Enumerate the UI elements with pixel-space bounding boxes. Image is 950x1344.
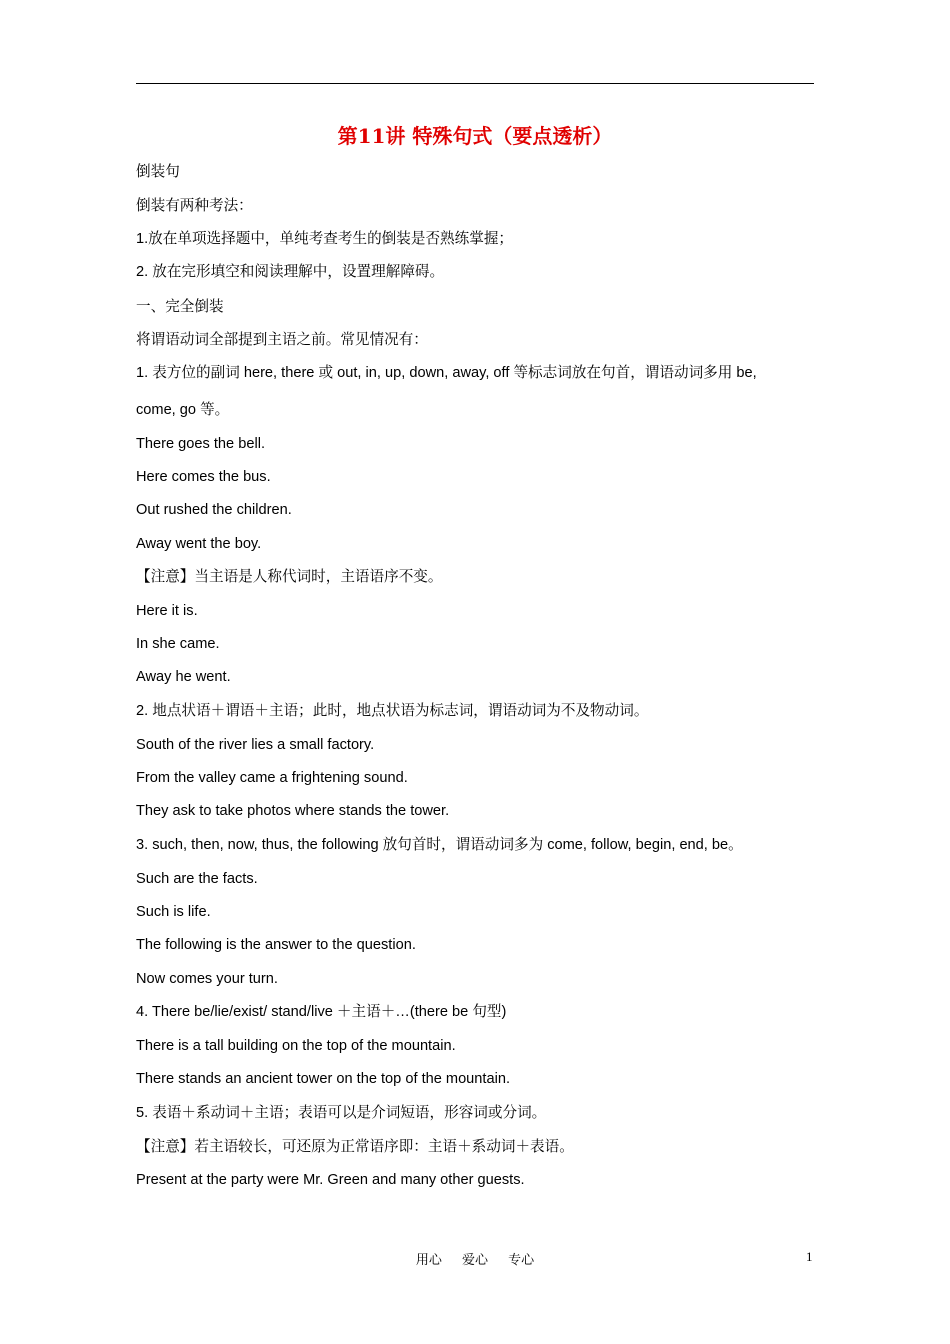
example-sentence: South of the river lies a small factory. — [136, 737, 375, 753]
paragraph: 将谓语动词全部提到主语之前。常见情况有： — [136, 332, 428, 348]
example-sentence: There stands an ancient tower on the top of the mountain. — [136, 1071, 511, 1087]
paragraph: 1. 表方位的副词 here, there 或 out, in, up, down, away, off 等标志词放在句首，谓语动词多用 be, — [136, 365, 757, 381]
example-sentence: Now comes your turn. — [136, 971, 278, 987]
paragraph: 2. 地点状语＋谓语＋主语；此时，地点状语为标志词，谓语动词为不及物动词。 — [136, 703, 649, 719]
example-sentence: They ask to take photos where stands the tower. — [136, 803, 450, 819]
example-sentence: Present at the party were Mr. Green and many other guests. — [136, 1172, 525, 1188]
section-heading: 一、完全倒装 — [136, 299, 224, 315]
paragraph: come, go 等。 — [136, 402, 230, 418]
example-sentence: Here it is. — [136, 603, 198, 619]
example-sentence: Such are the facts. — [136, 871, 258, 887]
example-sentence: Here comes the bus. — [136, 469, 271, 485]
example-sentence: The following is the answer to the question. — [136, 937, 416, 953]
page-number: 1 — [806, 1249, 813, 1264]
example-sentence: Such is life. — [136, 904, 211, 920]
note: 【注意】当主语是人称代词时，主语语序不变。 — [136, 569, 443, 585]
section-heading: 倒装句 — [136, 164, 180, 180]
paragraph: 1.放在单项选择题中，单纯考查考生的倒装是否熟练掌握； — [136, 231, 514, 247]
example-sentence: In she came. — [136, 636, 220, 652]
paragraph: 5. 表语＋系动词＋主语；表语可以是介词短语，形容词或分词。 — [136, 1105, 547, 1121]
paragraph: 2. 放在完形填空和阅读理解中，设置理解障碍。 — [136, 264, 445, 280]
paragraph: 3. such, then, now, thus, the following 放句首时，谓语动词多为 come, follow, begin, end, be。 — [136, 837, 743, 853]
example-sentence: There goes the bell. — [136, 436, 265, 452]
footer-word: 专心 — [508, 1253, 535, 1268]
example-sentence: Away went the boy. — [136, 536, 262, 552]
footer-word: 爱心 — [461, 1253, 488, 1268]
example-sentence: There is a tall building on the top of the mountain. — [136, 1038, 456, 1054]
paragraph: 4. There be/lie/exist/ stand/live ＋主语＋…(there be 句型) — [136, 1004, 507, 1020]
example-sentence: Out rushed the children. — [136, 502, 292, 518]
header-rule — [136, 83, 814, 84]
page-title: 第11讲 特殊句式（要点透析） — [337, 124, 613, 148]
paragraph: 倒装有两种考法： — [136, 198, 253, 214]
example-sentence: Away he went. — [136, 669, 231, 685]
footer-word: 用心 — [415, 1253, 442, 1268]
example-sentence: From the valley came a frightening sound. — [136, 770, 408, 786]
note: 【注意】若主语较长，可还原为正常语序即：主语＋系动词＋表语。 — [136, 1139, 574, 1155]
